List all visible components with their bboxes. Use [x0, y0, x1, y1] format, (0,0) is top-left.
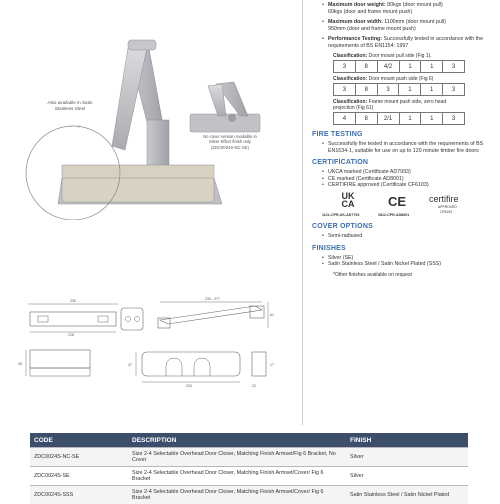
cell-finish: Satin Stainless Steel / Satin Nickel Plated: [346, 486, 468, 504]
certifire-approved: APPROVED: [438, 205, 457, 209]
dim-body-width: 218: [68, 333, 74, 337]
dim-side-depth: 22: [252, 384, 256, 388]
class-cell: 3: [443, 61, 465, 73]
certifire-code: CF6103: [440, 210, 452, 214]
table-row: [30, 486, 468, 504]
spec-column: [312, 0, 497, 278]
certification-section: [312, 159, 497, 220]
cell-description: Size 2-4 Selectable Overhead Door Closer, Matching Finish Armset/Cover/ Fig 6 Bracket: [128, 486, 346, 504]
cell-description: Size 2-4 Selectable Overhead Door Closer, Matching Finish Armset/Cover/ Fig 6 Bracket: [128, 467, 346, 486]
dim-arm-length: 233 - 277: [205, 297, 220, 301]
spec-max-width-sub: 950mm (door and frame mount push): [328, 26, 416, 32]
class-cell: 3: [443, 113, 465, 125]
ukca-caption: 1121-CPR-UK-AD7793: [322, 213, 359, 217]
ce-caption: 2812-CPR-AD8001: [378, 213, 409, 217]
spec-max-width: [322, 19, 497, 33]
no-cover-note-line1: No cover version Available in: [190, 134, 270, 139]
class-cell: 1: [399, 113, 421, 125]
finishes-note: *Other finishes available on request: [333, 272, 497, 278]
col-header-code: CODE: [30, 433, 128, 448]
dimension-drawing: [0, 290, 300, 420]
satin-note: Also available in Satin Stainless Steel: [40, 100, 100, 112]
cert-item: • UKCA marked (Certificate AD7993): [322, 169, 497, 176]
class-cell: 8: [355, 113, 377, 125]
dim-side-depth2: 17: [270, 363, 274, 367]
spec-performance: [322, 36, 497, 50]
fire-item: • Successfully fire tested in accordance with the requirements of BS EN1634-1, suitable for use on up to 120 minute timber fire doors: [322, 141, 497, 154]
cover-item: • Semi-radiused: [322, 233, 497, 240]
classification-label: Classification: Frame mount push side, zero head projection (Fig 61): [333, 99, 465, 111]
class-cell: 3: [443, 84, 465, 96]
cell-finish: Silver: [346, 467, 468, 486]
column-divider: [302, 0, 303, 425]
col-header-description: DESCRIPTION: [128, 433, 346, 448]
cover-list: [312, 233, 497, 240]
certification-list: [312, 169, 497, 189]
no-cover-note-line3: (ZDC0024S-NC-SE): [190, 145, 270, 150]
col-header-finish: FINISH: [346, 433, 468, 448]
classification-block-1: [333, 53, 465, 73]
class-cell: 4: [334, 113, 356, 125]
spec-performance-value: Successfully tested in accordance with the requirements of BS EN1154: 1997: [328, 36, 483, 49]
class-cell: 1: [399, 61, 421, 73]
class-cell: 3: [334, 84, 356, 96]
spec-max-weight-label: Maximum door weight:: [328, 2, 386, 8]
finishes-section: [312, 245, 497, 278]
fire-list: [312, 141, 497, 154]
fire-title: FIRE TESTING: [312, 131, 497, 138]
cert-logos: [312, 192, 497, 220]
spec-max-weight-sub: 60kgs (door and frame mount push): [328, 9, 412, 15]
class-cell: 3: [334, 61, 356, 73]
class-cell: 1: [421, 113, 443, 125]
spec-performance-label: Performance Testing:: [328, 36, 382, 42]
spec-max-weight-value: 80kgs (door mount pull): [387, 2, 443, 8]
classification-table: [333, 83, 465, 96]
spec-max-width-label: Maximum door width:: [328, 19, 383, 25]
finishes-list: [312, 255, 497, 268]
cover-title: COVER OPTIONS: [312, 223, 497, 230]
spec-max-width-value: 1100mm (door mount pull): [384, 19, 446, 25]
classification-table: [333, 112, 465, 125]
fire-section: [312, 131, 497, 154]
technical-drawings: [0, 290, 300, 420]
dim-plan-width: 203: [186, 384, 192, 388]
product-table: [30, 433, 468, 504]
cell-finish: Silver: [346, 448, 468, 467]
classification-block-2: [333, 76, 465, 96]
dim-arm-height: 61: [270, 313, 274, 317]
cert-item: • CE marked (Certificate AD8001): [322, 176, 497, 183]
finishes-title: FINISHES: [312, 245, 497, 252]
table-row: [30, 467, 468, 486]
no-cover-note: [190, 134, 270, 150]
classification-label: Classification: Door mount pull side (Fig 1).: [333, 53, 465, 59]
classification-label: Classification: Door mount push side (Fig 6): [333, 76, 465, 82]
cell-code: ZDC0024S-SSS: [30, 486, 128, 504]
cell-description: Size 2-4 Selectable Overhead Door Closer, Matching Finish Armset/Fig 6 Bracket, No Cover: [128, 448, 346, 467]
class-cell: 2/1: [377, 113, 399, 125]
class-cell: 1: [399, 84, 421, 96]
dim-plan-height: 47: [128, 363, 132, 367]
class-cell: 8: [355, 61, 377, 73]
product-image-area: [0, 0, 300, 220]
cell-code: ZDC0024S-NC-SE: [30, 448, 128, 467]
cell-code: ZDC0024S-SE: [30, 467, 128, 486]
class-cell: 1: [421, 61, 443, 73]
spec-list: [312, 2, 497, 50]
classification-block-3: [333, 99, 465, 125]
class-cell: 8: [355, 84, 377, 96]
dim-side-height: 45: [18, 362, 22, 366]
ukca-logo: UK CA: [338, 192, 358, 208]
classification-table: [333, 60, 465, 73]
ce-logo: CE: [388, 194, 406, 209]
class-cell: 3: [377, 84, 399, 96]
dim-top-width: 235: [70, 299, 76, 303]
certification-title: CERTIFICATION: [312, 159, 497, 166]
spec-max-weight: [322, 2, 497, 16]
finish-item: • Silver (SE): [322, 255, 497, 262]
class-cell: 4/2: [377, 61, 399, 73]
cert-item: • CERTIFIRE approved (Certificate CF6103): [322, 182, 497, 189]
table-row: [30, 448, 468, 467]
no-cover-note-line2: Silver Effect finish only: [190, 139, 270, 144]
cover-section: [312, 223, 497, 240]
certifire-logo: certifire: [429, 194, 459, 204]
finish-item: • Satin Stainless Steel / Satin Nickel Plated (SSS): [322, 261, 497, 268]
table-header-row: [30, 433, 468, 448]
class-cell: 1: [421, 84, 443, 96]
